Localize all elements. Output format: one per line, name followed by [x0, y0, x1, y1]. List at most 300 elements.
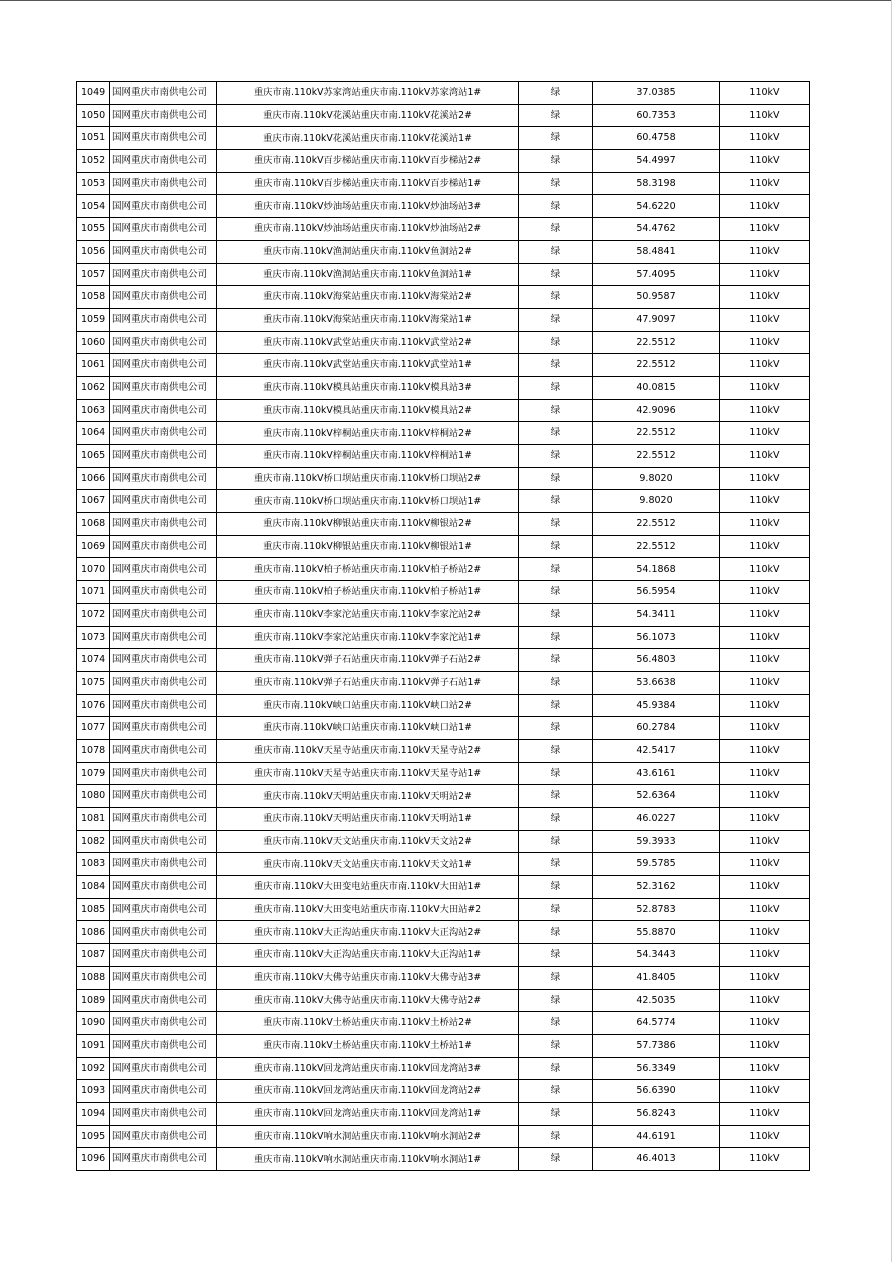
table-row [77, 150, 810, 173]
station-name-cell: 重庆市南.110kV大佛寺站重庆市南.110kV大佛寺站2# [217, 989, 519, 1012]
table-row [77, 1148, 810, 1171]
table-row [77, 1057, 810, 1080]
row-id-cell: 1085 [77, 898, 110, 921]
voltage-cell: 110kV [720, 1125, 810, 1148]
company-cell: 国网重庆市南供电公司 [110, 762, 217, 785]
status-cell: 绿 [519, 354, 593, 377]
value-cell: 46.4013 [593, 1148, 720, 1171]
table-row [77, 104, 810, 127]
voltage-cell: 110kV [720, 966, 810, 989]
row-id-cell: 1065 [77, 445, 110, 468]
status-cell: 绿 [519, 944, 593, 967]
station-name-cell: 重庆市南.110kV百步梯站重庆市南.110kV百步梯站2# [217, 150, 519, 173]
voltage-cell: 110kV [720, 127, 810, 150]
voltage-cell: 110kV [720, 331, 810, 354]
status-cell: 绿 [519, 286, 593, 309]
voltage-cell: 110kV [720, 308, 810, 331]
station-name-cell: 重庆市南.110kV天明站重庆市南.110kV天明站2# [217, 785, 519, 808]
value-cell: 54.4762 [593, 218, 720, 241]
voltage-cell: 110kV [720, 944, 810, 967]
status-cell: 绿 [519, 626, 593, 649]
status-cell: 绿 [519, 762, 593, 785]
company-cell: 国网重庆市南供电公司 [110, 785, 217, 808]
row-id-cell: 1091 [77, 1034, 110, 1057]
row-id-cell: 1074 [77, 649, 110, 672]
value-cell: 50.9587 [593, 286, 720, 309]
status-cell: 绿 [519, 1102, 593, 1125]
value-cell: 52.3162 [593, 876, 720, 899]
value-cell: 47.9097 [593, 308, 720, 331]
value-cell: 60.2784 [593, 717, 720, 740]
station-name-cell: 重庆市南.110kV峡口站重庆市南.110kV峡口站1# [217, 717, 519, 740]
row-id-cell: 1071 [77, 581, 110, 604]
company-cell: 国网重庆市南供电公司 [110, 331, 217, 354]
voltage-cell: 110kV [720, 626, 810, 649]
company-cell: 国网重庆市南供电公司 [110, 104, 217, 127]
voltage-cell: 110kV [720, 354, 810, 377]
row-id-cell: 1096 [77, 1148, 110, 1171]
station-name-cell: 重庆市南.110kV渔洞站重庆市南.110kV鱼洞站1# [217, 263, 519, 286]
table-row [77, 331, 810, 354]
company-cell: 国网重庆市南供电公司 [110, 649, 217, 672]
value-cell: 58.3198 [593, 172, 720, 195]
company-cell: 国网重庆市南供电公司 [110, 603, 217, 626]
company-cell: 国网重庆市南供电公司 [110, 876, 217, 899]
company-cell: 国网重庆市南供电公司 [110, 1034, 217, 1057]
company-cell: 国网重庆市南供电公司 [110, 808, 217, 831]
station-name-cell: 重庆市南.110kV弹子石站重庆市南.110kV弹子石站1# [217, 671, 519, 694]
row-id-cell: 1058 [77, 286, 110, 309]
status-cell: 绿 [519, 1012, 593, 1035]
table-row [77, 82, 810, 105]
station-name-cell: 重庆市南.110kV弹子石站重庆市南.110kV弹子石站2# [217, 649, 519, 672]
value-cell: 42.5035 [593, 989, 720, 1012]
status-cell: 绿 [519, 195, 593, 218]
status-cell: 绿 [519, 445, 593, 468]
voltage-cell: 110kV [720, 1080, 810, 1103]
status-cell: 绿 [519, 1057, 593, 1080]
status-cell: 绿 [519, 467, 593, 490]
voltage-cell: 110kV [720, 1148, 810, 1171]
voltage-cell: 110kV [720, 671, 810, 694]
station-name-cell: 重庆市南.110kV海棠站重庆市南.110kV海棠站2# [217, 286, 519, 309]
status-cell: 绿 [519, 717, 593, 740]
station-name-cell: 重庆市南.110kV柳银站重庆市南.110kV柳银站2# [217, 513, 519, 536]
station-name-cell: 重庆市南.110kV花溪站重庆市南.110kV花溪站2# [217, 104, 519, 127]
row-id-cell: 1082 [77, 830, 110, 853]
row-id-cell: 1068 [77, 513, 110, 536]
table-row [77, 898, 810, 921]
voltage-cell: 110kV [720, 830, 810, 853]
value-cell: 46.0227 [593, 808, 720, 831]
status-cell: 绿 [519, 399, 593, 422]
company-cell: 国网重庆市南供电公司 [110, 445, 217, 468]
company-cell: 国网重庆市南供电公司 [110, 717, 217, 740]
value-cell: 54.4997 [593, 150, 720, 173]
value-cell: 54.3411 [593, 603, 720, 626]
value-cell: 55.8870 [593, 921, 720, 944]
value-cell: 57.7386 [593, 1034, 720, 1057]
company-cell: 国网重庆市南供电公司 [110, 82, 217, 105]
company-cell: 国网重庆市南供电公司 [110, 671, 217, 694]
table-row [77, 263, 810, 286]
table-row [77, 1034, 810, 1057]
value-cell: 22.5512 [593, 422, 720, 445]
status-cell: 绿 [519, 218, 593, 241]
status-cell: 绿 [519, 331, 593, 354]
voltage-cell: 110kV [720, 467, 810, 490]
table-row [77, 535, 810, 558]
value-cell: 53.6638 [593, 671, 720, 694]
value-cell: 64.5774 [593, 1012, 720, 1035]
status-cell: 绿 [519, 240, 593, 263]
row-id-cell: 1084 [77, 876, 110, 899]
table-row [77, 354, 810, 377]
station-name-cell: 重庆市南.110kV百步梯站重庆市南.110kV百步梯站1# [217, 172, 519, 195]
row-id-cell: 1075 [77, 671, 110, 694]
station-name-cell: 重庆市南.110kV柏子桥站重庆市南.110kV柏子桥站2# [217, 558, 519, 581]
company-cell: 国网重庆市南供电公司 [110, 739, 217, 762]
status-cell: 绿 [519, 82, 593, 105]
status-cell: 绿 [519, 649, 593, 672]
voltage-cell: 110kV [720, 376, 810, 399]
company-cell: 国网重庆市南供电公司 [110, 535, 217, 558]
voltage-cell: 110kV [720, 717, 810, 740]
station-name-cell: 重庆市南.110kV响水洞站重庆市南.110kV响水洞站1# [217, 1148, 519, 1171]
table-row [77, 853, 810, 876]
company-cell: 国网重庆市南供电公司 [110, 944, 217, 967]
voltage-cell: 110kV [720, 785, 810, 808]
company-cell: 国网重庆市南供电公司 [110, 1102, 217, 1125]
row-id-cell: 1054 [77, 195, 110, 218]
station-name-cell: 重庆市南.110kV大田变电站重庆市南.110kV大田站#2 [217, 898, 519, 921]
value-cell: 54.3443 [593, 944, 720, 967]
company-cell: 国网重庆市南供电公司 [110, 853, 217, 876]
row-id-cell: 1095 [77, 1125, 110, 1148]
table-row [77, 830, 810, 853]
table-row [77, 966, 810, 989]
row-id-cell: 1053 [77, 172, 110, 195]
table-row [77, 808, 810, 831]
voltage-cell: 110kV [720, 535, 810, 558]
status-cell: 绿 [519, 127, 593, 150]
company-cell: 国网重庆市南供电公司 [110, 558, 217, 581]
table-row [77, 581, 810, 604]
table-row [77, 694, 810, 717]
voltage-cell: 110kV [720, 150, 810, 173]
table-row [77, 240, 810, 263]
company-cell: 国网重庆市南供电公司 [110, 467, 217, 490]
row-id-cell: 1052 [77, 150, 110, 173]
station-name-cell: 重庆市南.110kV大佛寺站重庆市南.110kV大佛寺站3# [217, 966, 519, 989]
table-row [77, 513, 810, 536]
value-cell: 22.5512 [593, 445, 720, 468]
status-cell: 绿 [519, 104, 593, 127]
station-name-cell: 重庆市南.110kV苏家湾站重庆市南.110kV苏家湾站1# [217, 82, 519, 105]
status-cell: 绿 [519, 1080, 593, 1103]
company-cell: 国网重庆市南供电公司 [110, 626, 217, 649]
company-cell: 国网重庆市南供电公司 [110, 898, 217, 921]
company-cell: 国网重庆市南供电公司 [110, 172, 217, 195]
company-cell: 国网重庆市南供电公司 [110, 513, 217, 536]
value-cell: 9.8020 [593, 467, 720, 490]
table-row [77, 989, 810, 1012]
row-id-cell: 1050 [77, 104, 110, 127]
voltage-cell: 110kV [720, 581, 810, 604]
station-name-cell: 重庆市南.110kV回龙湾站重庆市南.110kV回龙湾站1# [217, 1102, 519, 1125]
voltage-cell: 110kV [720, 1057, 810, 1080]
value-cell: 56.3349 [593, 1057, 720, 1080]
station-name-cell: 重庆市南.110kV桥口坝站重庆市南.110kV桥口坝站1# [217, 490, 519, 513]
row-id-cell: 1087 [77, 944, 110, 967]
station-name-cell: 重庆市南.110kV炒油场站重庆市南.110kV炒油场站3# [217, 195, 519, 218]
status-cell: 绿 [519, 513, 593, 536]
row-id-cell: 1062 [77, 376, 110, 399]
voltage-cell: 110kV [720, 739, 810, 762]
station-name-cell: 重庆市南.110kV峡口站重庆市南.110kV峡口站2# [217, 694, 519, 717]
company-cell: 国网重庆市南供电公司 [110, 694, 217, 717]
company-cell: 国网重庆市南供电公司 [110, 127, 217, 150]
company-cell: 国网重庆市南供电公司 [110, 1148, 217, 1171]
value-cell: 58.4841 [593, 240, 720, 263]
table-row [77, 785, 810, 808]
station-name-cell: 重庆市南.110kV大正沟站重庆市南.110kV大正沟站1# [217, 944, 519, 967]
row-id-cell: 1093 [77, 1080, 110, 1103]
company-cell: 国网重庆市南供电公司 [110, 581, 217, 604]
station-name-cell: 重庆市南.110kV李家沱站重庆市南.110kV李家沱站2# [217, 603, 519, 626]
row-id-cell: 1070 [77, 558, 110, 581]
voltage-cell: 110kV [720, 876, 810, 899]
page-top-border [0, 0, 892, 1]
station-name-cell: 重庆市南.110kV花溪站重庆市南.110kV花溪站1# [217, 127, 519, 150]
table-row [77, 603, 810, 626]
row-id-cell: 1086 [77, 921, 110, 944]
status-cell: 绿 [519, 830, 593, 853]
voltage-cell: 110kV [720, 1034, 810, 1057]
row-id-cell: 1083 [77, 853, 110, 876]
station-name-cell: 重庆市南.110kV模具站重庆市南.110kV模具站3# [217, 376, 519, 399]
value-cell: 37.0385 [593, 82, 720, 105]
voltage-cell: 110kV [720, 286, 810, 309]
station-name-cell: 重庆市南.110kV模具站重庆市南.110kV模具站2# [217, 399, 519, 422]
company-cell: 国网重庆市南供电公司 [110, 989, 217, 1012]
row-id-cell: 1080 [77, 785, 110, 808]
station-name-cell: 重庆市南.110kV武堂站重庆市南.110kV武堂站1# [217, 354, 519, 377]
value-cell: 22.5512 [593, 513, 720, 536]
company-cell: 国网重庆市南供电公司 [110, 1125, 217, 1148]
voltage-cell: 110kV [720, 603, 810, 626]
company-cell: 国网重庆市南供电公司 [110, 399, 217, 422]
company-cell: 国网重庆市南供电公司 [110, 422, 217, 445]
row-id-cell: 1088 [77, 966, 110, 989]
value-cell: 22.5512 [593, 535, 720, 558]
table-row [77, 739, 810, 762]
row-id-cell: 1057 [77, 263, 110, 286]
status-cell: 绿 [519, 694, 593, 717]
status-cell: 绿 [519, 808, 593, 831]
table-row [77, 1012, 810, 1035]
status-cell: 绿 [519, 172, 593, 195]
station-name-cell: 重庆市南.110kV回龙湾站重庆市南.110kV回龙湾站2# [217, 1080, 519, 1103]
status-cell: 绿 [519, 989, 593, 1012]
row-id-cell: 1081 [77, 808, 110, 831]
company-cell: 国网重庆市南供电公司 [110, 921, 217, 944]
station-name-cell: 重庆市南.110kV天明站重庆市南.110kV天明站1# [217, 808, 519, 831]
table-row [77, 921, 810, 944]
company-cell: 国网重庆市南供电公司 [110, 286, 217, 309]
table-row [77, 558, 810, 581]
status-cell: 绿 [519, 263, 593, 286]
status-cell: 绿 [519, 785, 593, 808]
table-row [77, 626, 810, 649]
station-name-cell: 重庆市南.110kV李家沱站重庆市南.110kV李家沱站1# [217, 626, 519, 649]
station-name-cell: 重庆市南.110kV土桥站重庆市南.110kV土桥站1# [217, 1034, 519, 1057]
status-cell: 绿 [519, 422, 593, 445]
station-name-cell: 重庆市南.110kV柏子桥站重庆市南.110kV柏子桥站1# [217, 581, 519, 604]
company-cell: 国网重庆市南供电公司 [110, 1057, 217, 1080]
voltage-cell: 110kV [720, 649, 810, 672]
row-id-cell: 1079 [77, 762, 110, 785]
voltage-cell: 110kV [720, 104, 810, 127]
row-id-cell: 1076 [77, 694, 110, 717]
company-cell: 国网重庆市南供电公司 [110, 1012, 217, 1035]
value-cell: 56.1073 [593, 626, 720, 649]
row-id-cell: 1060 [77, 331, 110, 354]
table-row [77, 762, 810, 785]
row-id-cell: 1094 [77, 1102, 110, 1125]
station-name-cell: 重庆市南.110kV武堂站重庆市南.110kV武堂站2# [217, 331, 519, 354]
status-cell: 绿 [519, 966, 593, 989]
station-name-cell: 重庆市南.110kV天文站重庆市南.110kV天文站2# [217, 830, 519, 853]
table-row [77, 218, 810, 241]
value-cell: 52.8783 [593, 898, 720, 921]
row-id-cell: 1092 [77, 1057, 110, 1080]
status-cell: 绿 [519, 308, 593, 331]
status-cell: 绿 [519, 921, 593, 944]
value-cell: 60.7353 [593, 104, 720, 127]
table-row [77, 172, 810, 195]
row-id-cell: 1069 [77, 535, 110, 558]
value-cell: 45.9384 [593, 694, 720, 717]
voltage-cell: 110kV [720, 513, 810, 536]
voltage-cell: 110kV [720, 422, 810, 445]
row-id-cell: 1049 [77, 82, 110, 105]
station-name-cell: 重庆市南.110kV海棠站重庆市南.110kV海棠站1# [217, 308, 519, 331]
row-id-cell: 1066 [77, 467, 110, 490]
status-cell: 绿 [519, 1125, 593, 1148]
value-cell: 59.5785 [593, 853, 720, 876]
voltage-cell: 110kV [720, 808, 810, 831]
status-cell: 绿 [519, 876, 593, 899]
table-row [77, 308, 810, 331]
company-cell: 国网重庆市南供电公司 [110, 308, 217, 331]
table-row [77, 671, 810, 694]
table-row [77, 1125, 810, 1148]
row-id-cell: 1078 [77, 739, 110, 762]
status-cell: 绿 [519, 581, 593, 604]
company-cell: 国网重庆市南供电公司 [110, 490, 217, 513]
row-id-cell: 1067 [77, 490, 110, 513]
company-cell: 国网重庆市南供电公司 [110, 1080, 217, 1103]
value-cell: 60.4758 [593, 127, 720, 150]
station-name-cell: 重庆市南.110kV大田变电站重庆市南.110kV大田站1# [217, 876, 519, 899]
voltage-cell: 110kV [720, 195, 810, 218]
value-cell: 42.5417 [593, 739, 720, 762]
voltage-cell: 110kV [720, 921, 810, 944]
voltage-cell: 110kV [720, 263, 810, 286]
status-cell: 绿 [519, 671, 593, 694]
table-row [77, 876, 810, 899]
table-row [77, 286, 810, 309]
station-name-cell: 重庆市南.110kV回龙湾站重庆市南.110kV回龙湾站3# [217, 1057, 519, 1080]
status-cell: 绿 [519, 150, 593, 173]
voltage-cell: 110kV [720, 445, 810, 468]
status-cell: 绿 [519, 1034, 593, 1057]
company-cell: 国网重庆市南供电公司 [110, 376, 217, 399]
value-cell: 56.4803 [593, 649, 720, 672]
station-name-cell: 重庆市南.110kV梓桐站重庆市南.110kV梓桐站2# [217, 422, 519, 445]
row-id-cell: 1090 [77, 1012, 110, 1035]
station-name-cell: 重庆市南.110kV天星寺站重庆市南.110kV天星寺站2# [217, 739, 519, 762]
station-name-cell: 重庆市南.110kV梓桐站重庆市南.110kV梓桐站1# [217, 445, 519, 468]
voltage-cell: 110kV [720, 399, 810, 422]
row-id-cell: 1077 [77, 717, 110, 740]
status-cell: 绿 [519, 490, 593, 513]
row-id-cell: 1055 [77, 218, 110, 241]
voltage-cell: 110kV [720, 1012, 810, 1035]
table-row [77, 127, 810, 150]
station-name-cell: 重庆市南.110kV大正沟站重庆市南.110kV大正沟站2# [217, 921, 519, 944]
value-cell: 44.6191 [593, 1125, 720, 1148]
company-cell: 国网重庆市南供电公司 [110, 240, 217, 263]
voltage-cell: 110kV [720, 989, 810, 1012]
value-cell: 56.5954 [593, 581, 720, 604]
value-cell: 56.6390 [593, 1080, 720, 1103]
voltage-cell: 110kV [720, 1102, 810, 1125]
table-row [77, 1080, 810, 1103]
table-row [77, 195, 810, 218]
row-id-cell: 1061 [77, 354, 110, 377]
value-cell: 54.6220 [593, 195, 720, 218]
row-id-cell: 1073 [77, 626, 110, 649]
value-cell: 40.0815 [593, 376, 720, 399]
table-row [77, 490, 810, 513]
row-id-cell: 1059 [77, 308, 110, 331]
voltage-cell: 110kV [720, 490, 810, 513]
value-cell: 43.6161 [593, 762, 720, 785]
row-id-cell: 1063 [77, 399, 110, 422]
row-id-cell: 1072 [77, 603, 110, 626]
company-cell: 国网重庆市南供电公司 [110, 195, 217, 218]
value-cell: 41.8405 [593, 966, 720, 989]
station-name-cell: 重庆市南.110kV天星寺站重庆市南.110kV天星寺站1# [217, 762, 519, 785]
value-cell: 59.3933 [593, 830, 720, 853]
voltage-cell: 110kV [720, 898, 810, 921]
status-cell: 绿 [519, 1148, 593, 1171]
table-row [77, 422, 810, 445]
status-cell: 绿 [519, 739, 593, 762]
station-name-cell: 重庆市南.110kV炒油场站重庆市南.110kV炒油场站2# [217, 218, 519, 241]
station-name-cell: 重庆市南.110kV渔洞站重庆市南.110kV鱼洞站2# [217, 240, 519, 263]
data-table [76, 81, 810, 1171]
value-cell: 56.8243 [593, 1102, 720, 1125]
station-name-cell: 重庆市南.110kV柳银站重庆市南.110kV柳银站1# [217, 535, 519, 558]
voltage-cell: 110kV [720, 853, 810, 876]
voltage-cell: 110kV [720, 172, 810, 195]
station-name-cell: 重庆市南.110kV响水洞站重庆市南.110kV响水洞站2# [217, 1125, 519, 1148]
table-row [77, 467, 810, 490]
table-row [77, 399, 810, 422]
